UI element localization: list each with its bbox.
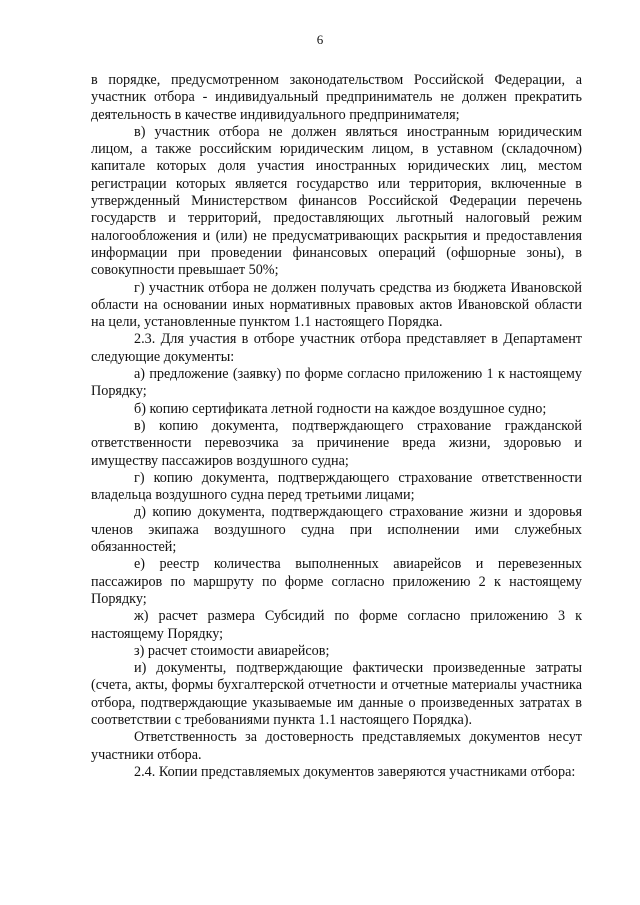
page-number: 6: [316, 32, 324, 47]
paragraph-responsibility: Ответственность за достоверность представляемых документов несут участники отбора.: [91, 729, 582, 763]
list-item-v-carrier-insurance: в) копию документа, подтверждающего страхование гражданской ответственности перевозчика за причинение вреда жизни, здоровью и имуществу пассажиров воздушного судна;: [91, 417, 582, 469]
list-item-i-expense-documents: и) документы, подтверждающие фактически произведенные затраты (счета, акты, формы бухгалтерской отчетности и отчетные материалы участника отбора, подтверждающие указываемые им данные о произведенных затратах в соответствии с требованиями пункта 1.1 настоящего Порядка).: [91, 660, 582, 728]
list-item-g-owner-insurance: г) копию документа, подтверждающего страхование ответственности владельца воздушного судна перед третьими лицами;: [91, 469, 582, 504]
paragraph-continuation: в порядке, предусмотренном законодательством Российской Федерации, а участник отбора - индивидуальный предприниматель не должен прекратить деятельность в качестве индивидуального предпринимателя;: [91, 72, 582, 123]
paragraph-2-3-documents: 2.3. Для участия в отборе участник отбора представляет в Департамент следующие документы:: [91, 331, 582, 365]
paragraph-item-g-budget-funds: г) участник отбора не должен получать средства из бюджета Ивановской области на основании иных нормативных правовых актов Ивановской области на цели, установленные пунктом 1.1 настоящего Порядка.: [91, 279, 582, 331]
list-item-d-crew-insurance: д) копию документа, подтверждающего страхование жизни и здоровья членов экипажа воздушного судна при исполнении ими служебных обязанностей;: [91, 504, 582, 556]
list-item-b-airworthiness: б) копию сертификата летной годности на каждое воздушное судно;: [134, 400, 547, 417]
paragraph-2-4-copies: 2.4. Копии представляемых документов заверяются участниками отбора:: [134, 763, 576, 780]
list-item-z-flight-cost: з) расчет стоимости авиарейсов;: [134, 642, 330, 659]
paragraph-item-v-foreign-entity: в) участник отбора не должен являться иностранным юридическим лицом, а также российским юридическим лицом, в уставном (складочном) капитале которых доля участия иностранных юридических лиц, местом регистрации которых является государство или территория, включенные в утвержденный Министерством финансов Российской Федерации перечень государств и территорий, предоставляющих льготный налоговый режим налогообложения и (или) не предусматривающих раскрытия и предоставления информации при проведении финансовых операций (офшорные зоны), в совокупности превышает 50%;: [91, 123, 582, 279]
document-body: [91, 72, 582, 781]
list-item-a-application: а) предложение (заявку) по форме согласно приложению 1 к настоящему Порядку;: [91, 366, 582, 400]
list-item-e-flights-register: е) реестр количества выполненных авиарейсов и перевезенных пассажиров по маршруту по форме согласно приложению 2 к настоящему Порядку;: [91, 556, 582, 607]
list-item-zh-subsidy-calculation: ж) расчет размера Субсидий по форме согласно приложению 3 к настоящему Порядку;: [91, 608, 582, 642]
